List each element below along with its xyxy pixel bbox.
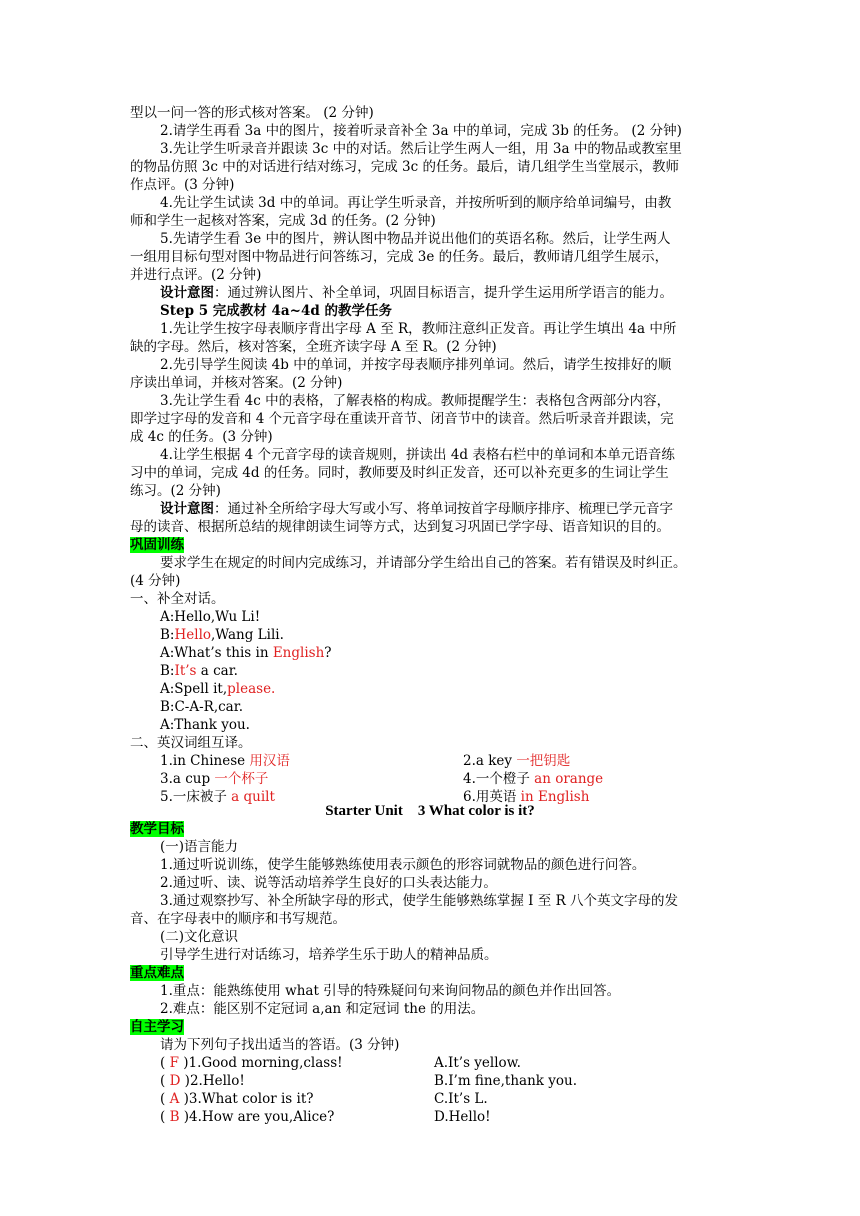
paragraph-line: 3.通过观察抄写、补全所缺字母的形式，使学生能够熟练掌握 I 至 R 八个英文字母的发 <box>160 893 679 909</box>
paragraph-line: 3.先让学生听录音并跟读 3c 中的对话。然后让学生两人一组，用 3a 中的物品或教室里 <box>160 141 682 157</box>
paren: ( <box>160 1055 170 1071</box>
paragraph-line: 作点评。(3 分钟) <box>130 177 235 193</box>
paragraph-line: 练习。(2 分钟) <box>130 483 221 499</box>
dialog-text: A:Spell it, <box>160 681 228 697</box>
paragraph-line: 1.重点：能熟练使用 what 引导的特殊疑问句来询问物品的颜色并作出回答。 <box>160 983 621 999</box>
design-intent-label: 设计意图 <box>160 285 214 301</box>
answer-text: please. <box>227 681 276 697</box>
dialog-text: ,Wang Lili. <box>211 627 284 643</box>
item-question: 1.in Chinese <box>160 753 250 769</box>
item-answer: in English <box>520 789 590 805</box>
paragraph-line: 并进行点评。(2 分钟) <box>130 267 262 283</box>
item-question: 5.一床被子 <box>160 789 232 805</box>
highlight-label: 教学目标 <box>130 821 184 837</box>
paragraph-line: 1.先让学生按字母表顺序背出字母 A 至 R，教师注意纠正发音。再让学生填出 4a 中所 <box>160 321 677 337</box>
paragraph-line: 引导学生进行对话练习，培养学生乐于助人的精神品质。 <box>160 947 498 963</box>
section-heading-goals <box>130 820 184 838</box>
dialog-text: B: <box>160 627 175 643</box>
paragraph-line: 即学过字母的发音和 4 个元音字母在重读开音节、闭音节中的读音。然后听录音并跟读，完 <box>130 411 674 427</box>
design-intent-text: ：通过补全所给字母大写或小写、将单词按首字母顺序排序、梳理已学元音字 <box>214 501 673 517</box>
item-answer: 一个杯子 <box>214 771 269 787</box>
paragraph-line: 请为下列句子找出适当的答语。(3 分钟) <box>160 1037 400 1053</box>
answer-letter: D <box>169 1073 181 1089</box>
dialog-line: B:C-A-R,car. <box>160 699 243 715</box>
section-heading-consolidation <box>130 536 184 554</box>
highlight-label: 巩固训练 <box>130 537 184 553</box>
paragraph-line: 2.通过听、读、说等活动培养学生良好的口头表达能力。 <box>160 875 497 891</box>
matching-option: C.It’s L. <box>434 1091 488 1107</box>
step5-heading: Step 5 完成教材 4a~4d 的教学任务 <box>160 303 392 319</box>
paragraph-line: 2.请学生再看 3a 中的图片，接着听录音补全 3a 中的单词，完成 3b 的任务。 (2 分钟) <box>160 123 682 139</box>
answer-letter: F <box>169 1055 179 1071</box>
answer-text: Hello <box>174 627 212 643</box>
highlight-label: 自主学习 <box>130 1019 184 1035</box>
exercise-heading: 二、英汉词组互译。 <box>130 735 252 751</box>
translation-item <box>463 752 570 770</box>
item-question: 4.一个橙子 <box>463 771 535 787</box>
paragraph-line: 缺的字母。然后，核对答案，全班齐读字母 A 至 R。(2 分钟) <box>130 339 497 355</box>
paragraph-line: 师和学生一起核对答案，完成 3d 的任务。(2 分钟) <box>130 213 436 229</box>
paragraph-line: 3.先让学生看 4c 中的表格，了解表格的构成。教师提醒学生：表格包含两部分内容， <box>160 393 671 409</box>
paragraph-line: 母的读音、根据所总结的规律朗读生词等方式，达到复习巩固已学字母、语音知识的目的。 <box>130 519 670 535</box>
dialog-text: ? <box>324 645 332 661</box>
design-intent-text: ：通过辨认图片、补全单词，巩固目标语言，提升学生运用所学语言的能力。 <box>214 285 673 301</box>
matching-question <box>160 1090 313 1108</box>
dialog-text: A:What’s this in <box>160 645 273 661</box>
question-text: )4.How are you,Alice? <box>179 1109 335 1125</box>
answer-text: English <box>272 645 325 661</box>
paragraph-line: 型以一问一答的形式核对答案。 (2 分钟) <box>130 105 374 121</box>
design-intent-1 <box>160 284 673 302</box>
paren: ( <box>160 1073 170 1089</box>
paragraph-line: 音、在字母表中的顺序和书写规范。 <box>130 911 346 927</box>
translation-item <box>160 770 268 788</box>
unit-title: Starter Unit 3 What color is it? <box>325 803 535 819</box>
matching-option: A.It’s yellow. <box>434 1055 521 1071</box>
paragraph-line: 成 4c 的任务。(3 分钟) <box>130 429 273 445</box>
dialog-line <box>160 626 284 644</box>
paragraph-line: 2.难点：能区别不定冠词 a,an 和定冠词 the 的用法。 <box>160 1001 485 1017</box>
paragraph-line: (一)语言能力 <box>160 839 239 855</box>
dialog-line: A:Thank you. <box>160 717 250 733</box>
item-question: 2.a key <box>463 753 517 769</box>
dialog-line <box>160 680 275 698</box>
paragraph-line: (二)文化意识 <box>160 929 239 945</box>
item-question: 3.a cup <box>160 771 215 787</box>
highlight-label: 重点难点 <box>130 965 184 981</box>
paragraph-line: 1.通过听说训练，使学生能够熟练使用表示颜色的形容词就物品的颜色进行问答。 <box>160 857 646 873</box>
dialog-text: B: <box>160 663 175 679</box>
paragraph-line: (4 分钟) <box>130 573 181 589</box>
paragraph-line: 2.先引导学生阅读 4b 中的单词，并按字母表顺序排列单词。然后，请学生按排好的顺 <box>160 357 672 373</box>
paragraph-line: 4.让学生根据 4 个元音字母的读音规则，拼读出 4d 表格右栏中的单词和本单元语音练 <box>160 447 675 463</box>
translation-item <box>160 752 290 770</box>
paragraph-line: 习中的单词，完成 4d 的任务。同时，教师要及时纠正发音，还可以补充更多的生词让学生 <box>130 465 669 481</box>
section-heading-key-points <box>130 964 184 982</box>
matching-option: D.Hello! <box>434 1109 491 1125</box>
question-text: )3.What color is it? <box>179 1091 314 1107</box>
dialog-line <box>160 662 238 680</box>
item-answer: 用汉语 <box>249 753 290 769</box>
question-text: )1.Good morning,class! <box>178 1055 343 1071</box>
matching-option: B.I’m fine,thank you. <box>434 1073 577 1089</box>
question-text: )2.Hello! <box>180 1073 245 1089</box>
matching-question <box>160 1072 245 1090</box>
item-answer: 一把钥匙 <box>516 753 571 769</box>
dialog-line <box>160 644 332 662</box>
item-question: 6.用英语 <box>463 789 521 805</box>
design-intent-2 <box>160 500 673 518</box>
paragraph-line: 序读出单词，并核对答案。(2 分钟) <box>130 375 343 391</box>
paragraph-line: 的物品仿照 3c 中的对话进行结对练习，完成 3c 的任务。最后，请几组学生当堂展示，教师 <box>130 159 679 175</box>
dialog-line: A:Hello,Wu Li! <box>160 609 261 625</box>
paragraph-line: 一组用目标句型对图中物品进行问答练习，完成 3e 的任务。最后，教师请几组学生展示， <box>130 249 669 265</box>
matching-question <box>160 1108 334 1126</box>
answer-letter: B <box>169 1109 180 1125</box>
matching-question <box>160 1054 343 1072</box>
design-intent-label: 设计意图 <box>160 501 214 517</box>
item-answer: a quilt <box>231 789 275 805</box>
paragraph-line: 5.先请学生看 3e 中的图片，辨认图中物品并说出他们的英语名称。然后，让学生两人 <box>160 231 671 247</box>
exercise-heading: 一、补全对话。 <box>130 591 225 607</box>
dialog-text: a car. <box>196 663 238 679</box>
paren: ( <box>160 1109 170 1125</box>
section-heading-self-study <box>130 1018 184 1036</box>
paragraph-line: 4.先让学生试读 3d 中的单词。再让学生听录音，并按所听到的顺序给单词编号，由教 <box>160 195 672 211</box>
paragraph-line: 要求学生在规定的时间内完成练习，并请部分学生给出自己的答案。若有错误及时纠正。 <box>160 555 687 571</box>
paren: ( <box>160 1091 170 1107</box>
answer-text: It’s <box>174 663 197 679</box>
item-answer: an orange <box>534 771 604 787</box>
answer-letter: A <box>169 1091 180 1107</box>
translation-item <box>463 770 603 788</box>
